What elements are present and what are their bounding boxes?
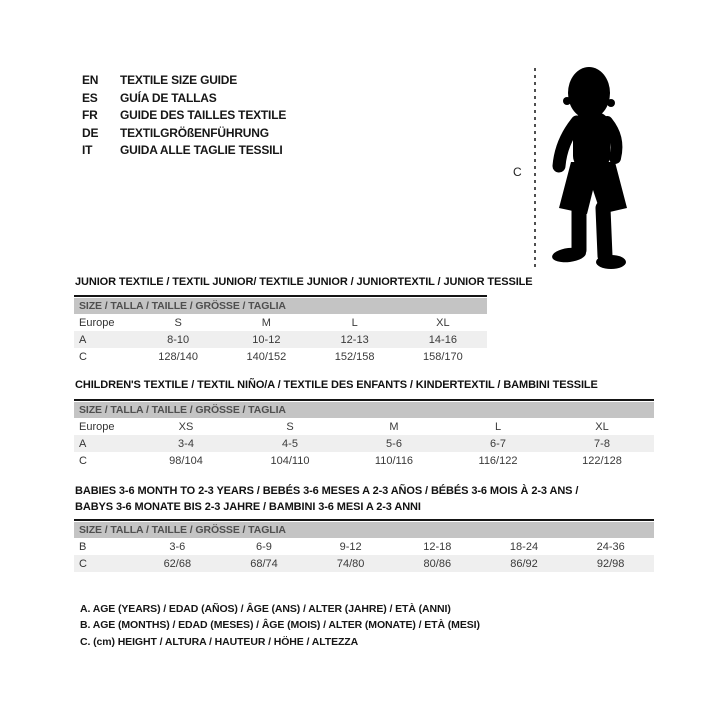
language-row-it — [82, 142, 286, 160]
row-label: A — [79, 437, 87, 450]
cell: 3-4 — [178, 437, 194, 450]
babies-section-title-line2: BABYS 3-6 MONATE BIS 2-3 JAHRE / BAMBINI 3-6 MESI A 2-3 ANNI — [75, 501, 421, 513]
language-row-de — [82, 125, 286, 143]
toddler-silhouette-icon — [545, 64, 637, 270]
row-label: Europe — [79, 420, 115, 433]
cell: S — [286, 420, 294, 433]
language-label: GUIDA ALLE TAGLIE TESSILI — [120, 143, 283, 158]
cell: 6-7 — [490, 437, 506, 450]
height-measure-label: C — [513, 165, 522, 179]
cell: 140/152 — [246, 350, 287, 363]
table-row — [74, 418, 654, 435]
language-list — [82, 72, 286, 160]
cell: 10-12 — [252, 333, 281, 346]
cell: S — [174, 316, 182, 329]
cell: 62/68 — [163, 557, 192, 570]
language-code: EN — [82, 73, 99, 87]
legend-line-c: C. (cm) HEIGHT / ALTURA / HAUTEUR / HÖHE / ALTEZZA — [80, 635, 359, 648]
cell: 24-36 — [596, 540, 625, 553]
cell: 9-12 — [339, 540, 362, 553]
cell: L — [351, 316, 358, 329]
cell: XL — [595, 420, 609, 433]
language-row-es — [82, 90, 286, 108]
language-label: TEXTILE SIZE GUIDE — [120, 73, 238, 87]
language-code: DE — [82, 125, 99, 140]
children-size-table — [74, 399, 654, 469]
row-label: C — [79, 557, 87, 570]
cell: 158/170 — [422, 350, 463, 363]
cell: XS — [178, 420, 194, 433]
cell: 8-10 — [167, 333, 190, 346]
row-label: C — [79, 350, 87, 363]
row-label: B — [79, 540, 87, 553]
cell: 68/74 — [250, 557, 278, 570]
cell: 74/80 — [336, 557, 365, 570]
cell: 5-6 — [386, 437, 402, 450]
cell: 4-5 — [282, 437, 298, 450]
cell: 98/104 — [169, 454, 203, 467]
table-top-border — [74, 295, 487, 297]
size-header-bar: SIZE / TALLA / TAILLE / GRÖSSE / TAGLIA — [74, 402, 654, 418]
cell: 18-24 — [509, 540, 539, 553]
language-row-fr — [82, 107, 286, 125]
cell: 92/98 — [596, 557, 625, 570]
legend-line-b: B. AGE (MONTHS) / EDAD (MESES) / ÂGE (MOIS) / ALTER (MONATE) / ETÀ (MESI) — [80, 619, 480, 632]
cell: 3-6 — [169, 540, 186, 553]
table-row — [74, 314, 487, 331]
language-row-en — [82, 72, 286, 90]
table-row — [74, 331, 487, 348]
cell: 116/122 — [478, 454, 518, 467]
row-label: C — [79, 454, 87, 467]
legend-line-a: A. AGE (YEARS) / EDAD (AÑOS) / ÂGE (ANS) / ALTER (JAHRE) / ETÀ (ANNI) — [80, 603, 451, 615]
cell: 7-8 — [594, 437, 610, 450]
language-code: IT — [82, 143, 93, 158]
table-row — [74, 348, 487, 365]
measure-legend — [80, 601, 480, 650]
babies-section-title-line1: BABIES 3-6 MONTH TO 2-3 YEARS / BEBÉS 3-6 MESES A 2-3 AÑOS / BÉBÉS 3-6 MOIS À 2-3 ANS / — [75, 485, 579, 497]
size-header-bar: SIZE / TALLA / TAILLE / GRÖSSE / TAGLIA — [74, 298, 487, 314]
language-label: GUÍA DE TALLAS — [120, 90, 217, 105]
cell: 128/140 — [158, 350, 198, 363]
cell: 6-9 — [256, 540, 272, 553]
language-label: GUIDE DES TAILLES TEXTILE — [120, 108, 287, 123]
height-measure-dashed-line — [534, 68, 536, 268]
cell: 104/110 — [270, 454, 310, 467]
babies-size-table — [74, 519, 654, 572]
cell: 14-16 — [428, 333, 457, 346]
table-top-border — [74, 519, 654, 521]
row-label: A — [79, 333, 87, 346]
table-row — [74, 435, 654, 452]
junior-section-title: JUNIOR TEXTILE / TEXTIL JUNIOR/ TEXTILE JUNIOR / JUNIORTEXTIL / JUNIOR TESSILE — [75, 276, 533, 288]
table-row — [74, 452, 654, 469]
junior-size-table — [74, 295, 487, 365]
cell: XL — [436, 316, 450, 329]
cell: 152/158 — [334, 350, 375, 363]
size-header-bar: SIZE / TALLA / TAILLE / GRÖSSE / TAGLIA — [74, 522, 654, 538]
cell: 12-18 — [423, 540, 452, 553]
cell: 86/92 — [510, 557, 538, 570]
table-top-border — [74, 399, 654, 401]
table-row — [74, 538, 654, 555]
language-code: FR — [82, 108, 98, 123]
cell: 12-13 — [340, 333, 369, 346]
children-section-title: CHILDREN'S TEXTILE / TEXTIL NIÑO/A / TEXTILE DES ENFANTS / KINDERTEXTIL / BAMBINI TESSILE — [75, 379, 598, 391]
cell: M — [389, 420, 399, 433]
cell: L — [494, 420, 502, 433]
row-label: Europe — [79, 316, 115, 329]
cell: 110/116 — [374, 454, 414, 467]
cell: M — [261, 316, 271, 329]
cell: 122/128 — [582, 454, 622, 467]
cell: 80/86 — [423, 557, 452, 570]
table-row — [74, 555, 654, 572]
language-label: TEXTILGRÖßENFÜHRUNG — [120, 125, 269, 140]
language-code: ES — [82, 90, 98, 105]
